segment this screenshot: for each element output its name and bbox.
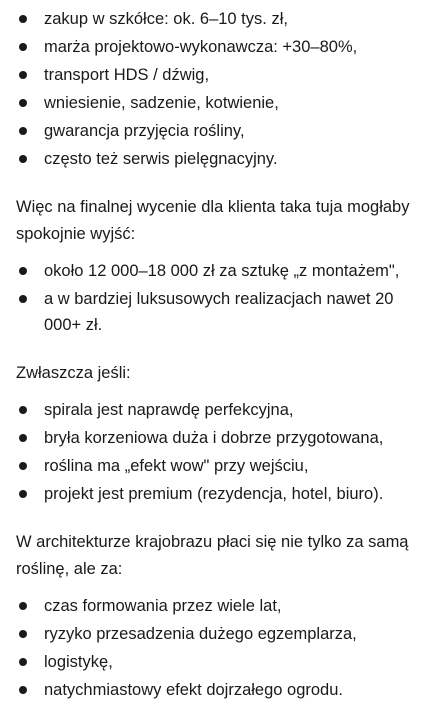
list-item: bryła korzeniowa duża i dobrze przygotowana, xyxy=(0,425,434,451)
paragraph-final-price: Więc na finalnej wycenie dla klienta taka tuja mogłaby spokojnie wyjść: xyxy=(16,198,410,243)
list-item: spirala jest naprawdę perfekcyjna, xyxy=(0,397,434,423)
bullet-icon xyxy=(19,434,27,442)
bullet-icon xyxy=(19,630,27,638)
bullet-icon xyxy=(19,686,27,694)
list-item: wniesienie, sadzenie, kotwienie, xyxy=(0,90,434,116)
bullet-icon xyxy=(19,155,27,163)
bullet-icon xyxy=(19,99,27,107)
list-item: często też serwis pielęgnacyjny. xyxy=(0,146,434,172)
price-range-list xyxy=(0,258,434,338)
bullet-icon xyxy=(19,267,27,275)
paragraph-especially-if: Zwłaszcza jeśli: xyxy=(16,364,131,382)
list-item: roślina ma „efekt wow" przy wejściu, xyxy=(0,453,434,479)
cost-components-list xyxy=(0,6,434,172)
list-item: natychmiastowy efekt dojrzałego ogrodu. xyxy=(0,677,434,703)
list-item: około 12 000–18 000 zł za sztukę „z montażem", xyxy=(0,258,434,284)
bullet-icon xyxy=(19,602,27,610)
value-factors-list xyxy=(0,593,434,703)
bullet-icon xyxy=(19,658,27,666)
list-item: marża projektowo-wykonawcza: +30–80%, xyxy=(0,34,434,60)
bullet-icon xyxy=(19,295,27,303)
list-item: gwarancja przyjęcia rośliny, xyxy=(0,118,434,144)
list-item: czas formowania przez wiele lat, xyxy=(0,593,434,619)
bullet-icon xyxy=(19,127,27,135)
bullet-icon xyxy=(19,15,27,23)
list-item: projekt jest premium (rezydencja, hotel, biuro). xyxy=(0,481,434,507)
bullet-icon xyxy=(19,43,27,51)
list-item: ryzyko przesadzenia dużego egzemplarza, xyxy=(0,621,434,647)
bullet-icon xyxy=(19,406,27,414)
bullet-icon xyxy=(19,71,27,79)
conditions-list xyxy=(0,397,434,507)
list-item: logistykę, xyxy=(0,649,434,675)
list-item: a w bardziej luksusowych realizacjach nawet 20 000+ zł. xyxy=(0,286,434,338)
list-item: zakup w szkółce: ok. 6–10 tys. zł, xyxy=(0,6,434,32)
paragraph-landscape-architecture: W architekturze krajobrazu płaci się nie tylko za samą roślinę, ale za: xyxy=(16,533,409,578)
list-item: transport HDS / dźwig, xyxy=(0,62,434,88)
bullet-icon xyxy=(19,490,27,498)
bullet-icon xyxy=(19,462,27,470)
